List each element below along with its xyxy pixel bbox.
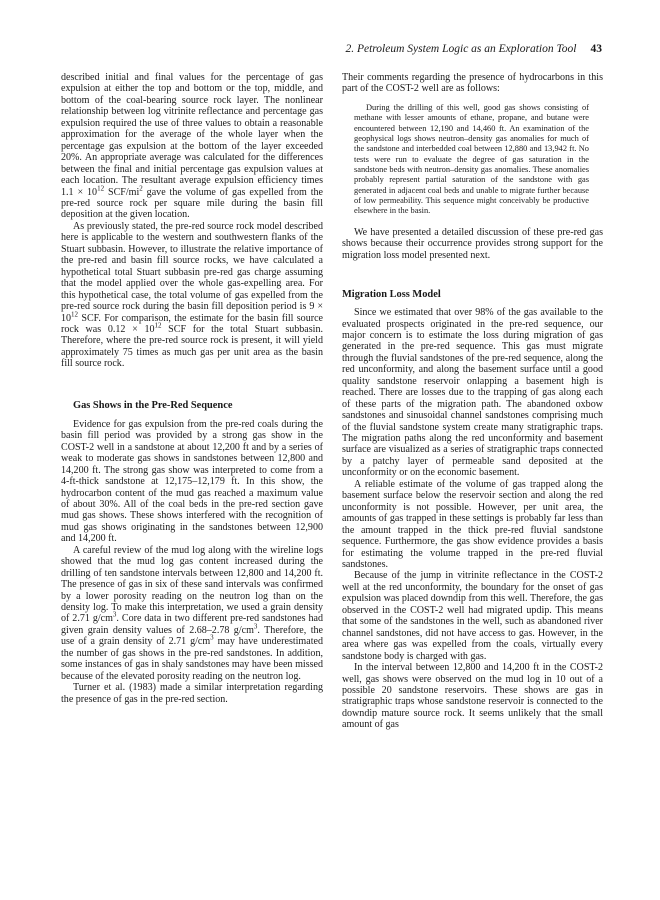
- right-column: [342, 72, 603, 731]
- left-paragraph-1: described initial and final values for the percentage of gas expulsion at either the top and bottom or the top, middle, and bottom of the coal-bearing source rock layer. The nonlinear relationship between log vitrinite reflectance and percentage gas expulsion required the use of three values to obtain a reasonable approximation for the average of the whole layer when the percentage gas expulsion at the bottom of the layer exceeded 20%. An appropriate average was calculated for the differences between the final and initial percentage gas expulsion values at each location. The resultant average expulsion efficiency times $1.1 \times 10^{12}$ SCF/$mi^2$ gave the volume of gas expelled from the pre-red source rock per square mile during the basin fill deposition at the given location.: [61, 72, 323, 221]
- left-column: [61, 72, 323, 705]
- left-paragraph-5: Turner et al. (1983) made a similar interpretation regarding the presence of gas in the pre-red section.: [61, 682, 323, 705]
- right-paragraph-6: In the interval between 12,800 and 14,200 ft in the COST-2 well, gas shows were observed on the mud log in 10 out of a possible 20 sandstone reservoirs. These shows are gas in stratigraphic traps whose sandstone reservoir is connected to the downdip mature source rock. It seems unlikely that the small amount of gas: [342, 662, 603, 731]
- left-paragraph-4: A careful review of the mud log along with the wireline logs showed that the mud log gas content increased during the drilling of ten sandstone intervals between 12,800 and 14,200 ft. The presence of gas in six of these sand intervals was confirmed by a lower porosity reading on the neutron log than on the density log. To make this interpretation, we used a grain density of 2.71 $g/cm^3$. Core data in two different pre-red sandstones had given grain density values of 2.68–2.78 $g/cm^3$. Therefore, the use of a grain density of 2.71 $g/cm^3$ may have underestimated the number of gas shows in the pre-red sandstones. In addition, some instances of gas in shaly sandstones may have been missed because of the elevated porosity reading on the neutron log.: [61, 544, 323, 682]
- left-paragraph-3: Evidence for gas expulsion from the pre-red coals during the basin fill period was provided by a strong gas show in the COST-2 well in a sandstone at about 12,200 ft and by a series of weak to moderate gas shows in sandstones between 12,800 and 14,200 ft. The strong gas show was interpreted to come from a 4-ft-thick sandstone at 12,175–12,179 ft. In this show, the hydrocarbon content of the mud gas reached a maximum value of about 30%. All of the coal beds in the pre-red section gave mud gas shows. These shows interfered with the recognition of mud gas shows originating in the sandstones between 12,900 and 14,200 ft.: [61, 418, 323, 545]
- running-header: [345, 43, 602, 55]
- right-paragraph-1: Their comments regarding the presence of hydrocarbons in this part of the COST-2 well are as follows:: [342, 72, 603, 95]
- right-paragraph-2: We have presented a detailed discussion of these pre-red gas shows because their occurrence provides strong support for the migration loss model presented next.: [342, 226, 603, 261]
- right-paragraph-4: A reliable estimate of the volume of gas trapped along the basement surface below the reservoir section and along the red unconformity is not possible. However, per unit area, the amounts of gas trapped in these settings is probably far less than the amount trapped in the thick pre-red fluvial sandstone sequence. Furthermore, the gas show evidence provides a basis for estimating the volume trapped in the pre-red fluvial sandstones.: [342, 478, 603, 571]
- running-title: 2. Petroleum System Logic as an Exploration Tool: [345, 43, 577, 55]
- right-paragraph-3: Since we estimated that over 98% of the gas available to the evaluated prospects originated in the pre-red sequence, our major concern is to estimate the loss during migration of gas generated in the pre-red sequence. This gas must migrate through the fluvial sandstones of the pre-red sequence, along the red unconformity, and along the basement surface until a good quality sandstone reservoir onlapping a basement high is reached. There are losses due to the trapping of gas along each of these parts of the migration path. The abandoned oxbow sandstones and sinusoidal channel sandstones comprising much of the fluvial sandstone system create many stratigraphic traps. The migration paths along the red unconformity and basement surface are visualized as a series of stratigraphic traps connected by a patchy layer of permeable sand deposited at the unconformity or on the economic basement.: [342, 307, 603, 479]
- section-heading-migration-loss: Migration Loss Model: [342, 289, 441, 301]
- right-paragraph-5: Because of the jump in vitrinite reflectance in the COST-2 well at the red unconformity, the boundary for the onset of gas expulsion was placed downdip from this well. Therefore, the gas observed in the COST-2 well had migrated updip. This means that some of the sandstones in the well, such as abandoned river channel sandstones, did not have access to gas. However, in the area where gas was expelled from the coals, virtually every sandstone body is charged with gas.: [342, 570, 603, 662]
- block-quote-text: During the drilling of this well, good gas shows consisting of methane with lesser amounts of ethane, propane, and butane were encountered between 12,190 and 14,460 ft. An examination of the geophysical logs shows neutron–density gas anomalies for much of the sandstone and interbedded coal between 12,880 and 13,942 ft. No tests were run to evaluate the degree of gas saturation in the sandstone beds with neutron–density gas anomalies. These anomalies probably represent partial saturation of the sandstone with gas generated in adjacent coal beds and unable to migrate further because of low permeability. This sequence might conceivably be productive elsewhere in the basin.: [354, 102, 589, 216]
- page-number: 43: [590, 43, 602, 55]
- left-paragraph-2: As previously stated, the pre-red source rock model described here is applicable to the western and southwestern flanks of the Stuart subbasin. However, to illustrate the relative importance of the pre-red and basin fill source rocks, we have calculated a hypothetical total Stuart subbasin pre-red gas charge assuming that the model applied over the whole gas-expelling area. For this hypothetical case, the total volume of gas expelled from the pre-red source rock during the basin fill deposition period is $9 \times 10^{12}$ SCF. For comparison, the estimate for the basin fill source rock was $0.12 \times 10^{12}$ SCF for the total Stuart subbasin. Therefore, where the pre-red source rock is present, it will yield approximately 75 times as much gas per unit area as the basin fill source rock.: [61, 220, 323, 370]
- block-quote: [354, 103, 589, 217]
- section-heading-gas-shows: Gas Shows in the Pre-Red Sequence: [73, 399, 233, 411]
